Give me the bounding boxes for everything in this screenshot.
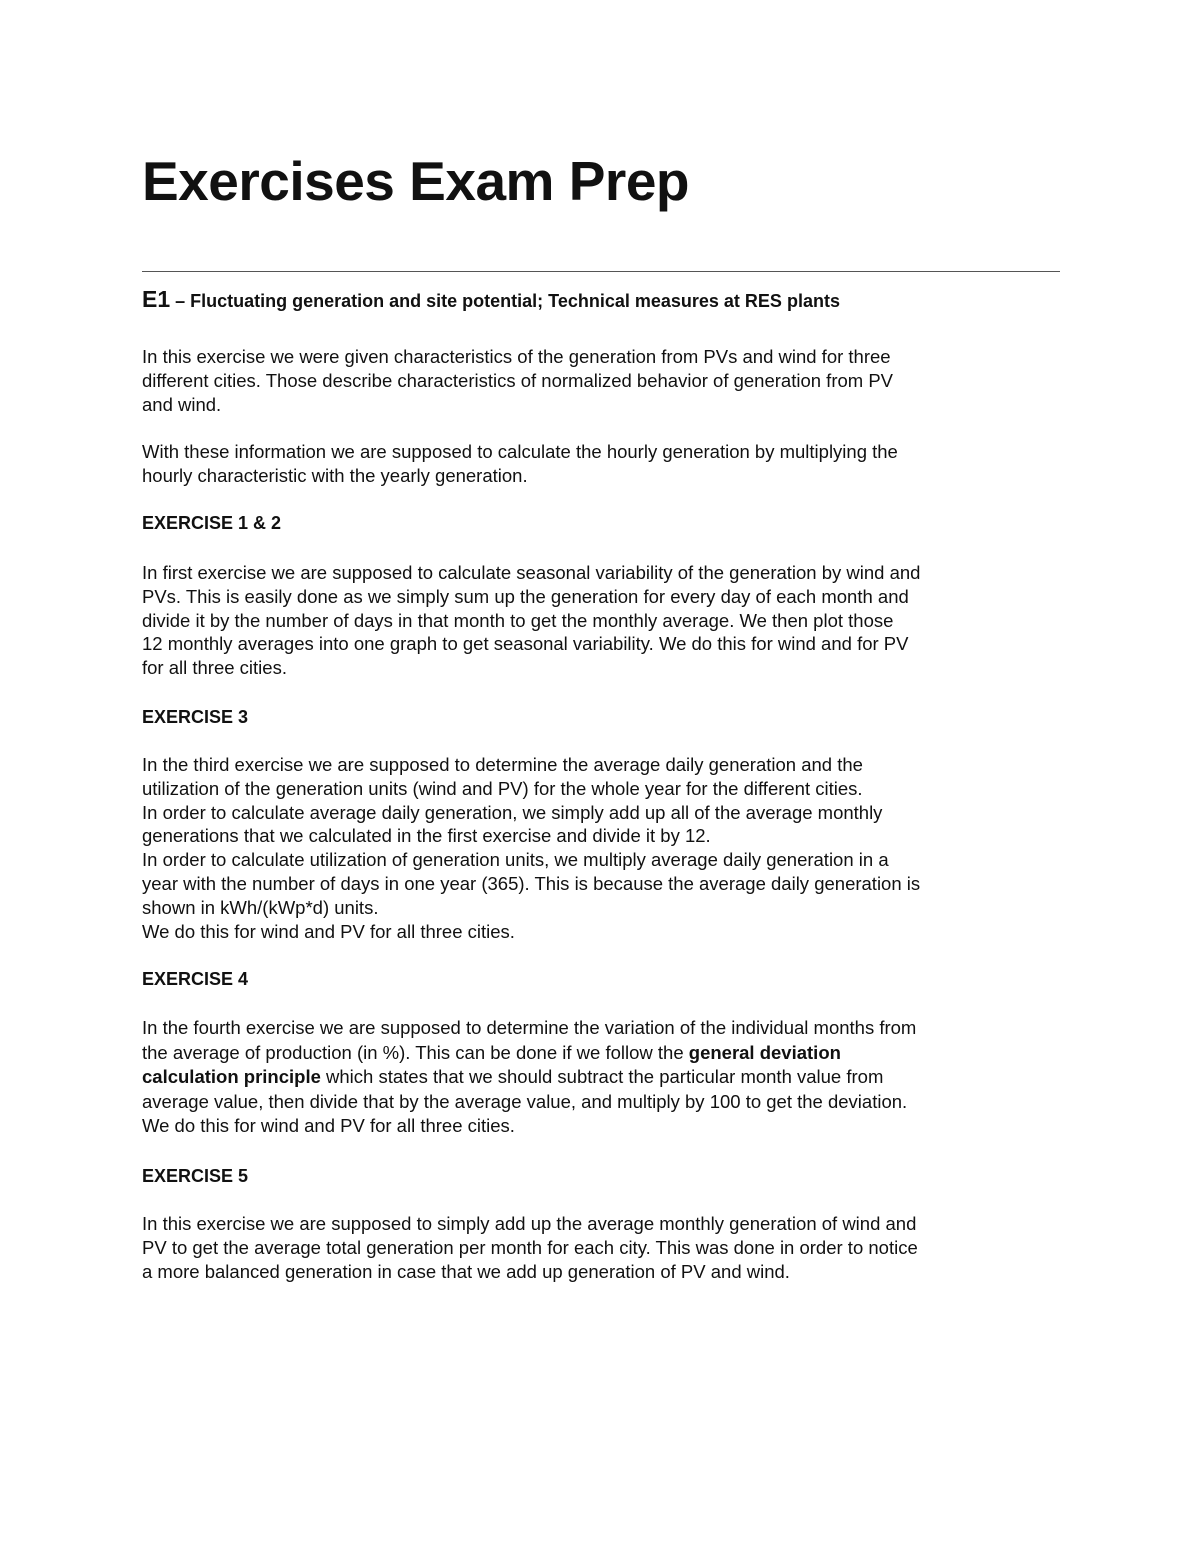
text-line: In this exercise we were given characteristics of the generation from PVs and wind for three: [142, 346, 891, 367]
text-line: In first exercise we are supposed to calculate seasonal variability of the generation by wind and: [142, 562, 921, 583]
text-line: year with the number of days in one year (365). This is because the average daily generation is: [142, 872, 921, 894]
text-line: a more balanced generation in case that we add up generation of PV and wind.: [142, 1260, 790, 1282]
text-line: [142, 1041, 1062, 1066]
text-line: With these information we are supposed to calculate the hourly generation by multiplying the: [142, 441, 898, 462]
text-line: In order to calculate utilization of generation units, we multiply average daily generation in a: [142, 849, 889, 871]
intro-paragraph-1: [142, 345, 1062, 416]
exercise-4-heading: EXERCISE 4: [142, 969, 249, 989]
text-line: shown in kWh/(kWp*d) units.: [142, 896, 379, 918]
text-run: the average of production (in %). This can be done if we follow the: [142, 1041, 689, 1063]
text-line: In order to calculate average daily generation, we simply add up all of the average monthly: [142, 801, 883, 823]
section-separator: –: [170, 291, 191, 311]
text-line: average value, then divide that by the average value, and multiply by 100 to get the deviation.: [142, 1090, 908, 1112]
bold-term: general deviation: [688, 1041, 841, 1063]
exercise-1-2-heading: EXERCISE 1 & 2: [142, 513, 282, 533]
exercise-4-text: [142, 1016, 1062, 1139]
document-title: Exercises Exam Prep: [142, 150, 689, 212]
text-line: We do this for wind and PV for all three cities.: [142, 920, 515, 942]
text-line: for all three cities.: [142, 657, 287, 679]
bold-term: calculation principle: [142, 1066, 321, 1088]
exercise-3-text: [142, 753, 1062, 943]
section-code: E1: [142, 286, 171, 312]
text-line: PV to get the average total generation per month for each city. This was done in order to notice: [142, 1236, 918, 1258]
text-line: We do this for wind and PV for all three cities.: [142, 1115, 515, 1137]
text-run: which states that we should subtract the particular month value from: [320, 1066, 884, 1088]
section-heading: [142, 284, 840, 316]
text-line: In the fourth exercise we are supposed to determine the variation of the individual months from: [142, 1017, 917, 1038]
section-title: Fluctuating generation and site potential; Technical measures at RES plants: [190, 291, 840, 311]
exercise-5-text: [142, 1212, 1062, 1283]
text-line: In this exercise we are supposed to simply add up the average monthly generation of wind and: [142, 1213, 917, 1234]
intro-paragraph-2: [142, 440, 1062, 488]
text-line: [142, 1065, 1062, 1090]
exercise-1-2-text: [142, 561, 1062, 680]
text-line: divide it by the number of days in that month to get the monthly average. We then plot those: [142, 609, 894, 631]
text-line: different cities. Those describe characteristics of normalized behavior of generation from PV: [142, 369, 893, 391]
text-line: In the third exercise we are supposed to determine the average daily generation and the: [142, 754, 863, 775]
horizontal-rule: [142, 271, 1060, 272]
text-line: generations that we calculated in the first exercise and divide it by 12.: [142, 825, 711, 847]
text-line: utilization of the generation units (wind and PV) for the whole year for the different cities.: [142, 777, 863, 799]
exercise-3-heading: EXERCISE 3: [142, 707, 249, 727]
text-line: PVs. This is easily done as we simply sum up the generation for every day of each month and: [142, 585, 909, 607]
exercise-5-heading: EXERCISE 5: [142, 1166, 249, 1186]
text-line: hourly characteristic with the yearly generation.: [142, 464, 528, 486]
text-line: 12 monthly averages into one graph to get seasonal variability. We do this for wind and for PV: [142, 633, 909, 655]
text-line: and wind.: [142, 393, 222, 415]
